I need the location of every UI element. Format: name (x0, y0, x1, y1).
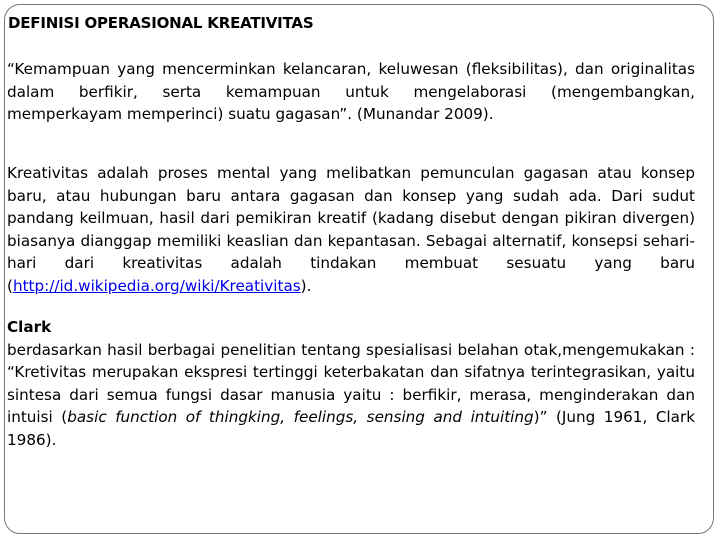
clark-heading: Clark (7, 318, 52, 336)
definition-clark (7, 316, 695, 452)
wikipedia-text: Kreativitas adalah proses mental yang melibatkan pemunculan gagasan atau konsep baru, atau hubungan baru antara gagasan dan konsep yang sudah ada. Dari sudut pandang keilmuan, hasil dari pemikiran kreatif (kadang disebut dengan pikiran divergen) biasanya dianggap memiliki keaslian dan kepantasan. Sebagai alternatif, konsepsi sehari-hari dari kreativitas adalah tindakan membuat sesuatu yang baru ( (7, 164, 695, 295)
wikipedia-text-end: ). (300, 276, 312, 295)
definition-wikipedia (7, 162, 695, 298)
clark-italic-text: basic function of thingking, feelings, sensing and intuiting (67, 408, 534, 427)
clark-text-end: )” (Jung 1961, Clark 1986). (7, 408, 695, 449)
clark-text: berdasarkan hasil berbagai penelitian tentang spesialisasi belahan otak,mengemukakan : “Kretivitas merupakan ekspresi tertinggi keterbakatan dan sifatnya terintegrasikan, yaitu sintesa dari semua fungsi dasar manusia yaitu : berfikir, merasa, menginderakan dan intuisi ( (7, 340, 695, 427)
definition-munandar: “Kemampuan yang mencerminkan kelancaran, keluwesan (fleksibilitas), dan originalitas dalam berfikir, serta kemampuan untuk mengelaborasi (mengembangkan, memperkayam memperinci) suatu gagasan”. (Munandar 2009). (7, 60, 695, 124)
wikipedia-link[interactable]: http://id.wikipedia.org/wiki/Kreativitas (12, 276, 301, 295)
slide-title: DEFINISI OPERASIONAL KREATIVITAS (8, 14, 314, 32)
